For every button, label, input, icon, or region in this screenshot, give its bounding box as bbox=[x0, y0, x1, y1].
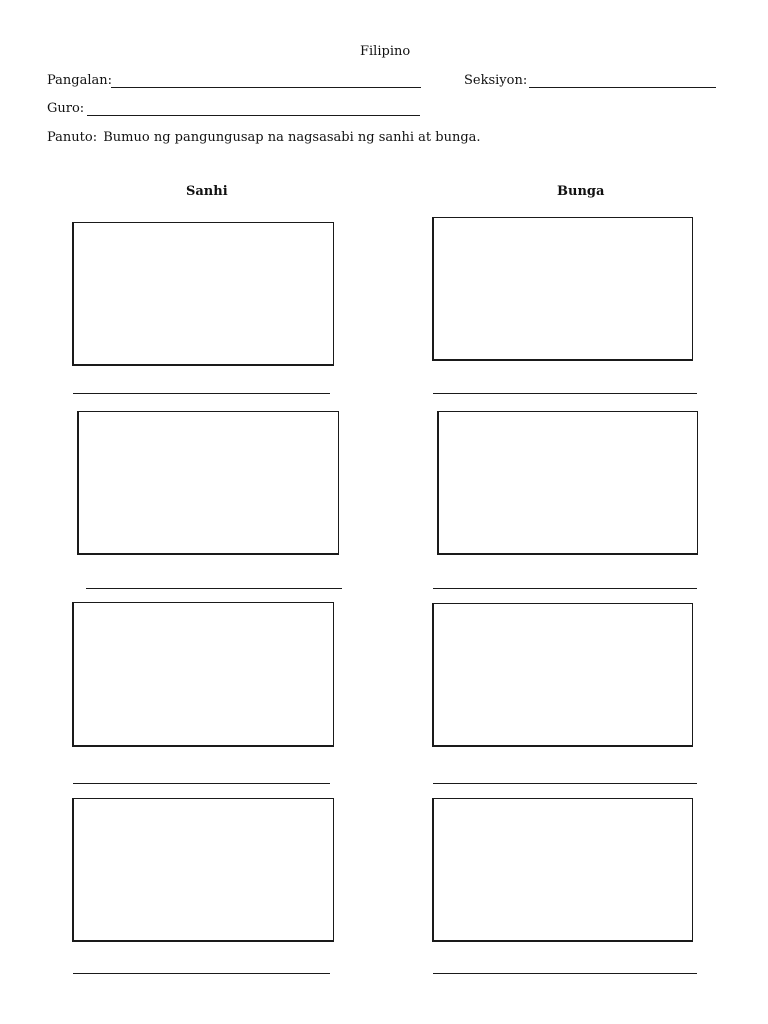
instructions bbox=[47, 130, 481, 146]
cause-drawing-box-4[interactable] bbox=[72, 798, 334, 942]
section-field-line[interactable] bbox=[529, 87, 716, 88]
effect-drawing-box-3[interactable] bbox=[432, 603, 693, 747]
cause-answer-line-3[interactable] bbox=[73, 783, 330, 784]
effect-drawing-box-2[interactable] bbox=[437, 411, 698, 555]
cause-drawing-box-2[interactable] bbox=[77, 411, 339, 555]
effect-answer-line-1[interactable] bbox=[433, 393, 697, 394]
instructions-text: Bumuo ng pangungusap na nagsasabi ng sanhi at bunga. bbox=[103, 130, 481, 145]
teacher-label: Guro: bbox=[47, 101, 85, 116]
cause-drawing-box-1[interactable] bbox=[72, 222, 334, 366]
effect-drawing-box-4[interactable] bbox=[432, 798, 693, 942]
worksheet-subject: Filipino bbox=[360, 44, 411, 59]
teacher-field-line[interactable] bbox=[87, 115, 420, 116]
effect-answer-line-3[interactable] bbox=[433, 783, 697, 784]
name-label: Pangalan: bbox=[47, 73, 113, 88]
instructions-label: Panuto: bbox=[47, 130, 98, 145]
cause-answer-line-2[interactable] bbox=[86, 588, 342, 589]
effect-column-header: Bunga bbox=[557, 184, 605, 199]
cause-answer-line-4[interactable] bbox=[73, 973, 330, 974]
effect-answer-line-4[interactable] bbox=[433, 973, 697, 974]
name-field-line[interactable] bbox=[111, 87, 421, 88]
effect-drawing-box-1[interactable] bbox=[432, 217, 693, 361]
section-label: Seksiyon: bbox=[464, 73, 528, 88]
effect-answer-line-2[interactable] bbox=[433, 588, 697, 589]
cause-answer-line-1[interactable] bbox=[73, 393, 330, 394]
cause-column-header: Sanhi bbox=[186, 184, 228, 199]
cause-drawing-box-3[interactable] bbox=[72, 602, 334, 747]
